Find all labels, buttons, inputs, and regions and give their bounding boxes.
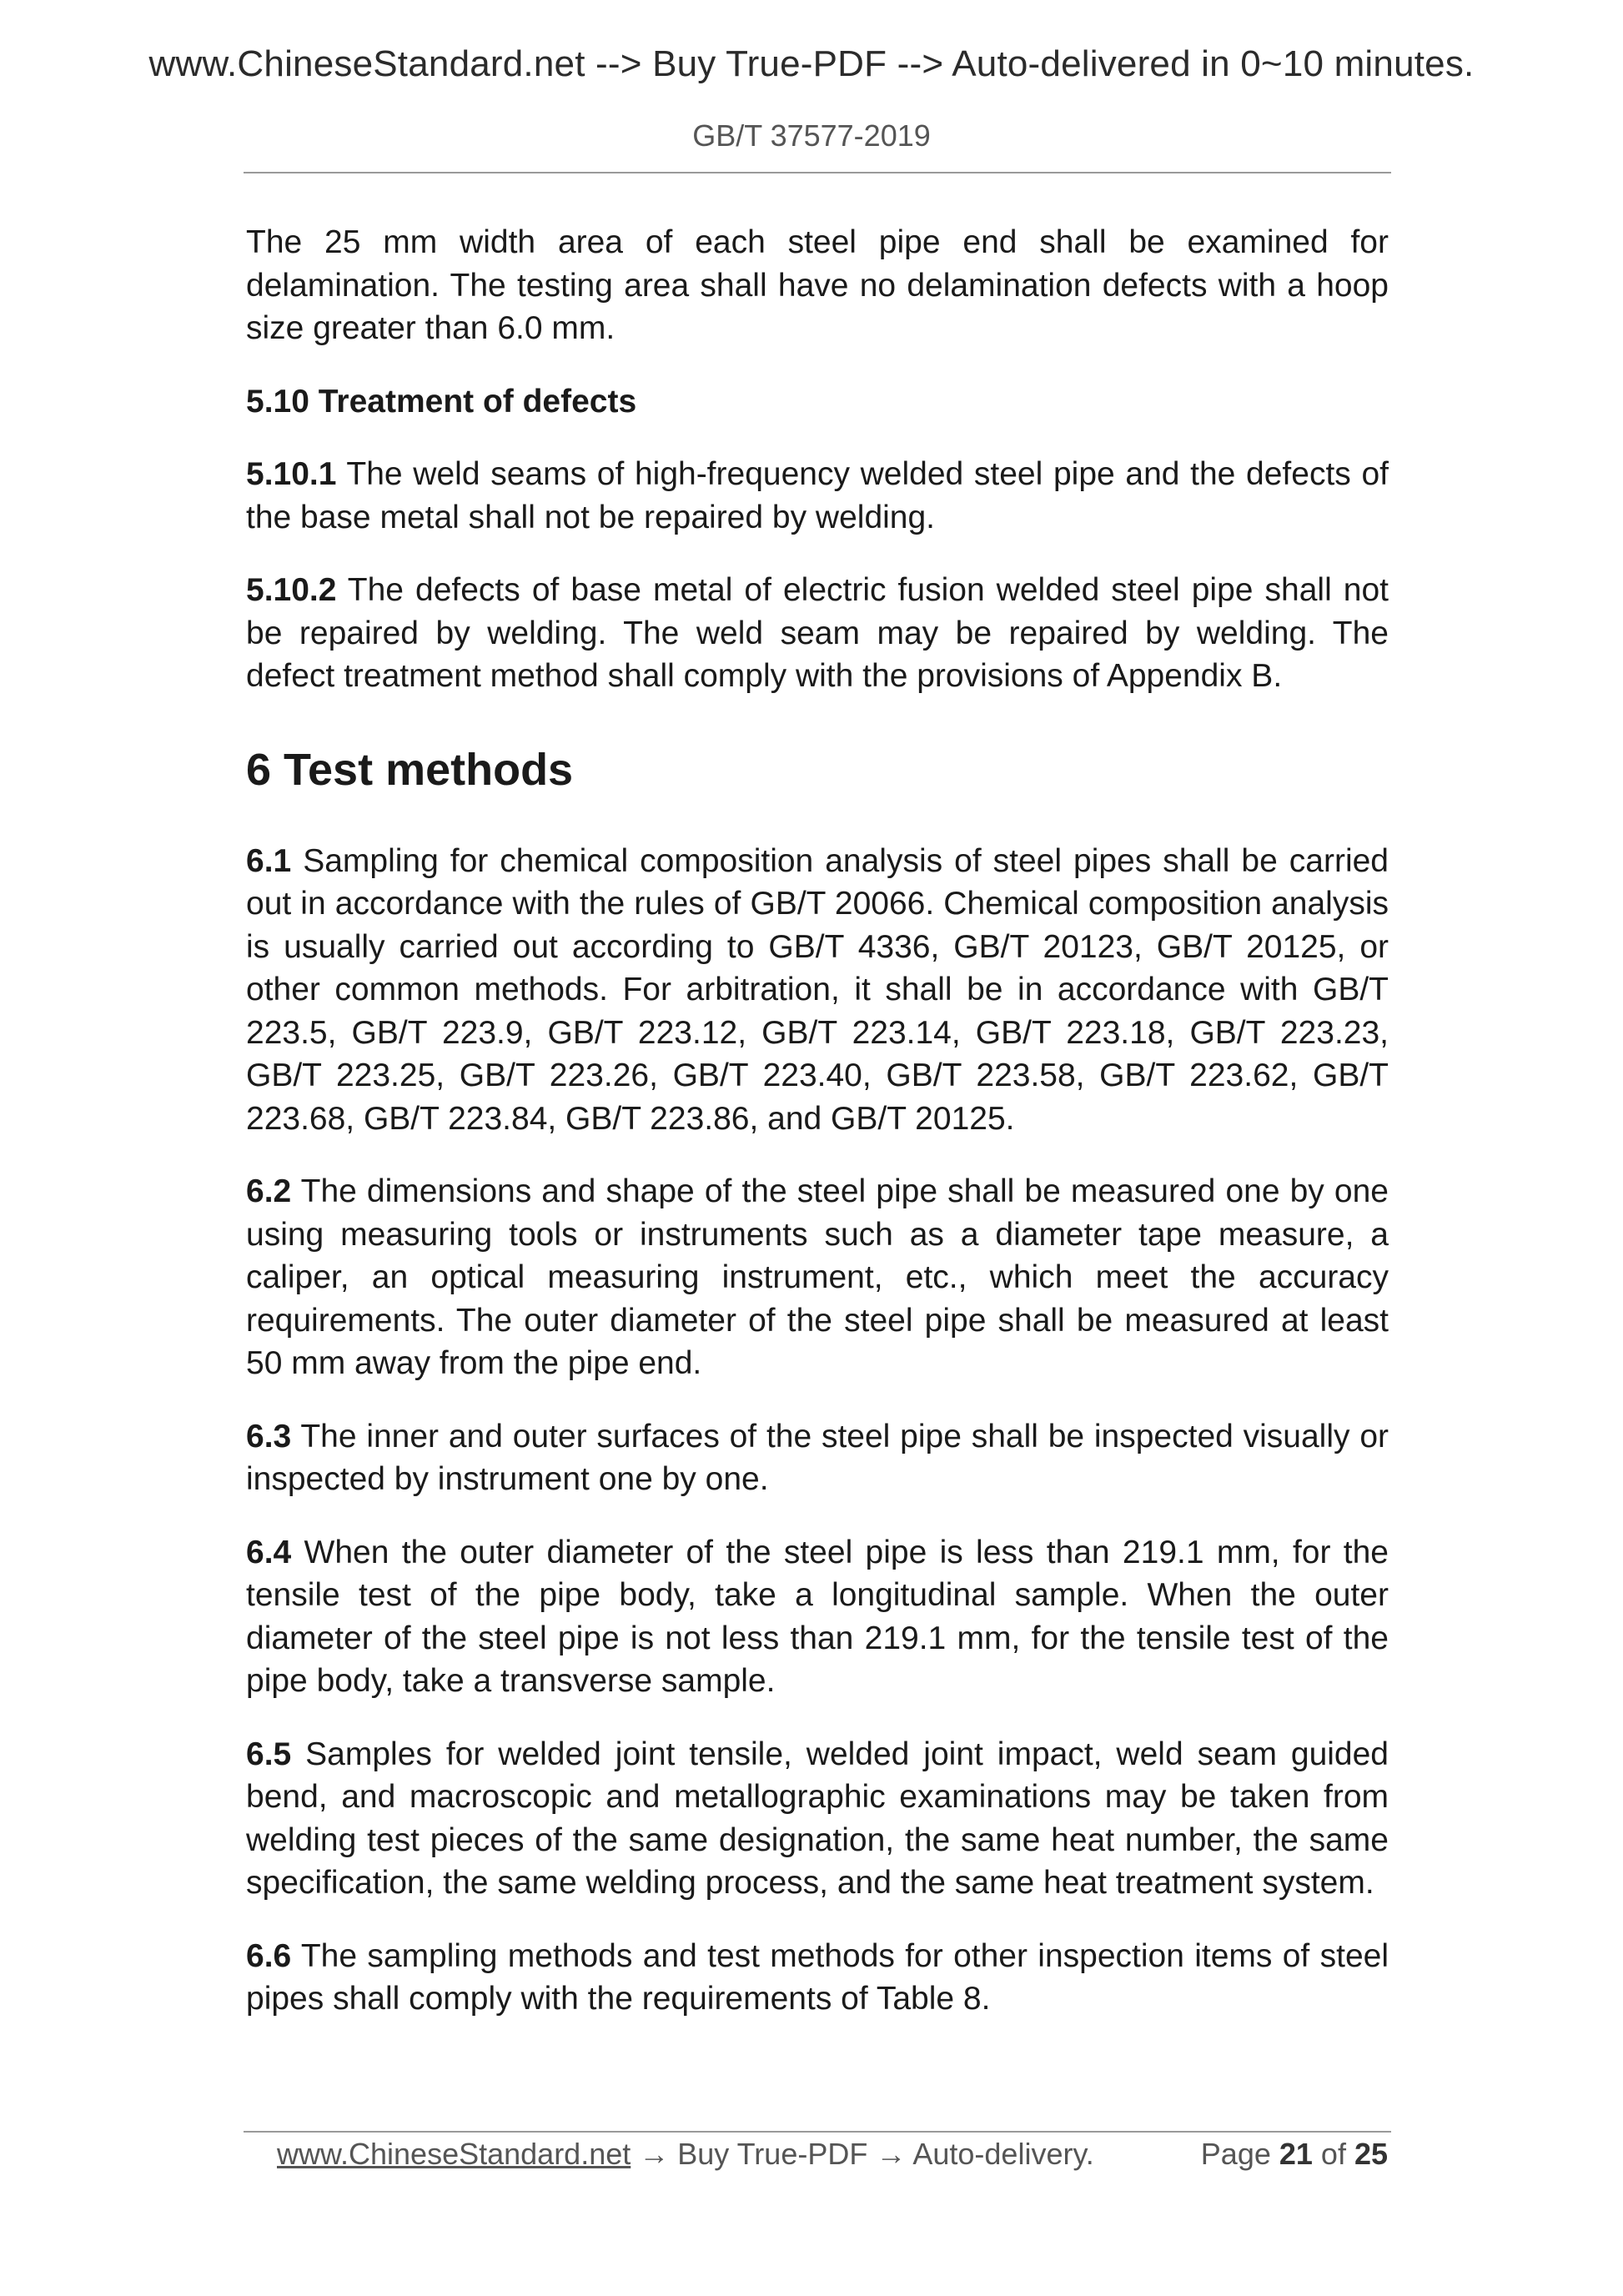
footer-auto-text: Auto-delivery. (912, 2137, 1094, 2171)
clause-number: 6.5 (246, 1736, 292, 1772)
clause-text: The dimensions and shape of the steel pipe shall be measured one by one using measuring tools or instruments such as a diameter tape measure, a caliper, an optical measuring instrument, etc., which meet the accuracy requirements. The outer diameter of the steel pipe shall be measured at least 50 mm away from the pipe end. (246, 1173, 1389, 1381)
heading-5-10: 5.10 Treatment of defects (246, 383, 637, 420)
document-id: GB/T 37577-2019 (692, 118, 931, 153)
page-content (246, 221, 1389, 2051)
page-number: 21 (1279, 2137, 1313, 2171)
footer-left (277, 2137, 1094, 2172)
clause-6-1 (246, 840, 1389, 1141)
clause-6-6 (246, 1935, 1389, 2021)
clause-6-3 (246, 1415, 1389, 1501)
footer-site-link[interactable]: www.ChineseStandard.net (277, 2137, 631, 2171)
page-indicator (1201, 2137, 1388, 2172)
page-footer (277, 2137, 1388, 2172)
header-divider (244, 172, 1391, 173)
clause-number: 5.10.2 (246, 572, 337, 608)
clause-text: Samples for welded joint tensile, welded joint impact, weld seam guided bend, and macroscopic and metallographic examinations may be taken from welding test pieces of the same designation, the same heat number, the same specification, the same welding process, and the same heat treatment system. (246, 1736, 1389, 1901)
page-total: 25 (1354, 2137, 1388, 2171)
footer-divider (244, 2131, 1391, 2133)
clause-text: Sampling for chemical composition analysis of steel pipes shall be carried out in accordance with the rules of GB/T 20066. Chemical composition analysis is usually carried out according to GB/T 4336, GB/T 20123, GB/T 20125, or other common methods. For arbitration, it shall be in accordance with GB/T 223.5, GB/T 223.9, GB/T 223.12, GB/T 223.14, GB/T 223.18, GB/T 223.23, GB/T 223.25, GB/T 223.26, GB/T 223.40, GB/T 223.58, GB/T 223.62, GB/T 223.68, GB/T 223.84, GB/T 223.86, and GB/T 20125. (246, 842, 1389, 1137)
clause-text: When the outer diameter of the steel pipe is less than 219.1 mm, for the tensile test of the pipe body, take a longitudinal sample. When the outer diameter of the steel pipe is not less than 219.1 mm, for the tensile test of the pipe body, take a transverse sample. (246, 1534, 1389, 1699)
clause-6-2 (246, 1170, 1389, 1385)
clause-number: 5.10.1 (246, 456, 337, 492)
clause-text: The inner and outer surfaces of the steel pipe shall be inspected visually or inspected by instrument one by one. (246, 1418, 1389, 1497)
page-label: Page (1200, 2137, 1279, 2171)
clause-6-5 (246, 1733, 1389, 1905)
clause-number: 6.6 (246, 1937, 292, 1974)
of-label: of (1312, 2137, 1354, 2171)
clause-text: The sampling methods and test methods for other inspection items of steel pipes shall comply with the requirements of Table 8. (246, 1937, 1389, 2017)
clause-6-4 (246, 1531, 1389, 1703)
clause-5-10-1 (246, 453, 1389, 539)
arrow-icon: → (867, 2137, 913, 2171)
arrow-icon: → (631, 2137, 678, 2171)
paragraph-delamination: The 25 mm width area of each steel pipe end shall be examined for delamination. The testing area shall have no delamination defects with a hoop size greater than 6.0 mm. (246, 224, 1389, 346)
clause-text: The weld seams of high-frequency welded steel pipe and the defects of the base metal shall not be repaired by welding. (246, 456, 1389, 535)
clause-number: 6.3 (246, 1418, 292, 1454)
header-banner: www.ChineseStandard.net --> Buy True-PDF --> Auto-delivered in 0~10 minutes. (148, 43, 1475, 84)
clause-number: 6.2 (246, 1173, 292, 1209)
clause-number: 6.4 (246, 1534, 292, 1570)
clause-number: 6.1 (246, 842, 292, 879)
clause-text: The defects of base metal of electric fusion welded steel pipe shall not be repaired by welding. The weld seam may be repaired by welding. The defect treatment method shall comply with the provisions of Appendix B. (246, 572, 1389, 694)
clause-5-10-2 (246, 569, 1389, 698)
section-heading-6: 6 Test methods (246, 744, 574, 795)
footer-buy-text: Buy True-PDF (677, 2137, 868, 2171)
